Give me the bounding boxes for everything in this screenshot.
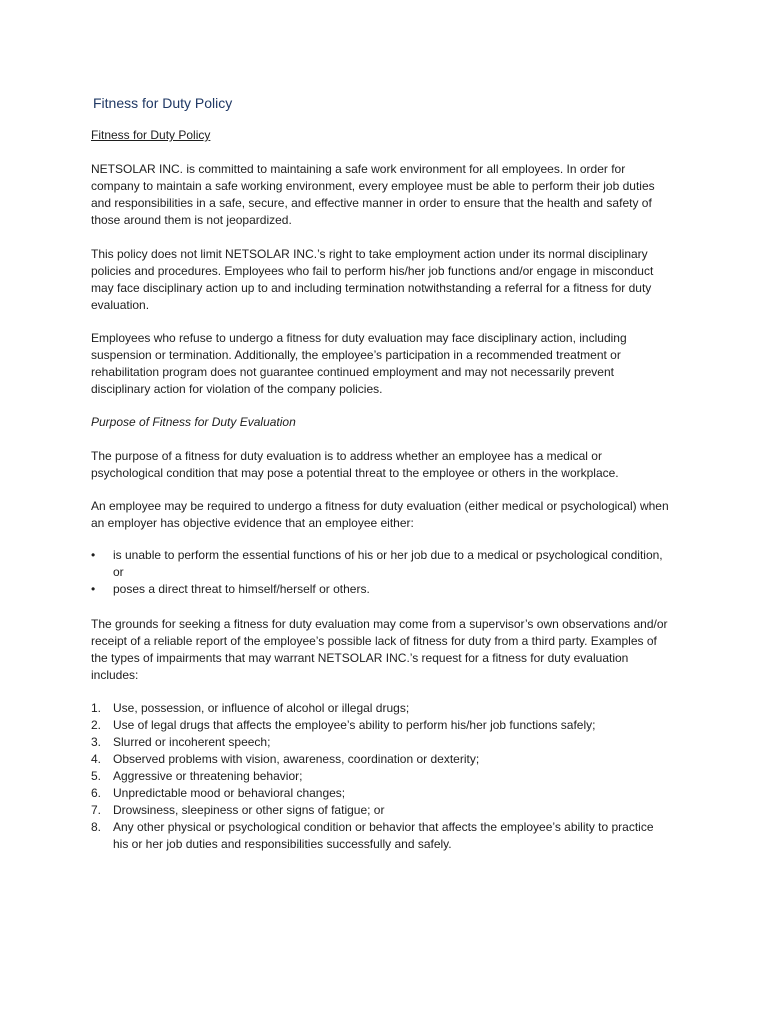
- item-number: 6.: [91, 786, 102, 800]
- bullet-item: [91, 547, 671, 581]
- document-title: Fitness for Duty Policy: [93, 95, 233, 111]
- impairment-numbered-list: [91, 700, 671, 853]
- bullet-item-text: poses a direct threat to himself/herself or others.: [113, 582, 370, 596]
- numbered-item-text: Observed problems with vision, awareness, coordination or dexterity;: [113, 752, 480, 766]
- intro-paragraph-3: Employees who refuse to undergo a fitness for duty evaluation may face disciplinary action, including suspension or termination. Additionally, the employee’s participation in a recommended treatment or rehabilitation program does not guarantee continued employment and may not necessarily prevent disciplinary action for violation of the company policies.: [91, 331, 627, 396]
- numbered-item-text: Use of legal drugs that affects the employee’s ability to perform his/her job functions safely;: [113, 718, 596, 732]
- item-number: 3.: [91, 735, 102, 749]
- item-number: 4.: [91, 752, 102, 766]
- numbered-item: [91, 734, 671, 751]
- purpose-heading: Purpose of Fitness for Duty Evaluation: [91, 415, 296, 429]
- item-number: 7.: [91, 803, 102, 817]
- purpose-paragraph-2: An employee may be required to undergo a fitness for duty evaluation (either medical or psychological) when an employer has objective evidence that an employee either:: [91, 499, 669, 530]
- numbered-item: [91, 751, 671, 768]
- item-number: 1.: [91, 701, 102, 715]
- intro-paragraph-2: This policy does not limit NETSOLAR INC.’s right to take employment action under its normal disciplinary policies and procedures. Employees who fail to perform his/her job functions and/or engage in misconduct may face disciplinary action up to and including termination notwithstanding a referral for a fitness for duty evaluation.: [91, 247, 654, 312]
- numbered-item: [91, 819, 671, 853]
- item-number: 5.: [91, 769, 102, 783]
- numbered-item-text: Slurred or incoherent speech;: [113, 735, 271, 749]
- numbered-item-text: Any other physical or psychological condition or behavior that affects the employee’s ability to practice his or her job duties and responsibilities successfully and safely.: [113, 820, 654, 851]
- item-number: 8.: [91, 820, 102, 834]
- numbered-item-text: Aggressive or threatening behavior;: [113, 769, 303, 783]
- numbered-item: [91, 802, 671, 819]
- condition-bullet-list: [91, 547, 671, 598]
- numbered-item-text: Drowsiness, sleepiness or other signs of fatigue; or: [113, 803, 385, 817]
- numbered-item-text: Use, possession, or influence of alcohol or illegal drugs;: [113, 701, 410, 715]
- purpose-paragraph-1: The purpose of a fitness for duty evaluation is to address whether an employee has a medical or psychological condition that may pose a potential threat to the employee or others in the workplace.: [91, 449, 619, 480]
- numbered-item: [91, 700, 671, 717]
- grounds-paragraph: The grounds for seeking a fitness for duty evaluation may come from a supervisor’s own observations and/or receipt of a reliable report of the employee’s possible lack of fitness for duty from a third party. Examples of the types of impairments that may warrant NETSOLAR INC.’s request for a fitness for duty evaluation includes:: [91, 617, 668, 682]
- bullet-item-text: is unable to perform the essential functions of his or her job due to a medical or psychological condition, or: [113, 548, 663, 579]
- bullet-marker: •: [91, 548, 96, 562]
- bullet-item: [91, 581, 671, 598]
- numbered-item: [91, 717, 671, 734]
- bullet-marker: •: [91, 582, 96, 596]
- intro-paragraph-1: NETSOLAR INC. is committed to maintaining a safe work environment for all employees. In order for company to maintain a safe working environment, every employee must be able to perform their job duties and responsibilities in a safe, secure, and effective manner in order to ensure that the health and safety of those around them is not jeopardized.: [91, 162, 655, 227]
- item-number: 2.: [91, 718, 102, 732]
- numbered-item: [91, 785, 671, 802]
- numbered-item: [91, 768, 671, 785]
- section-heading: Fitness for Duty Policy: [91, 128, 211, 142]
- numbered-item-text: Unpredictable mood or behavioral changes;: [113, 786, 346, 800]
